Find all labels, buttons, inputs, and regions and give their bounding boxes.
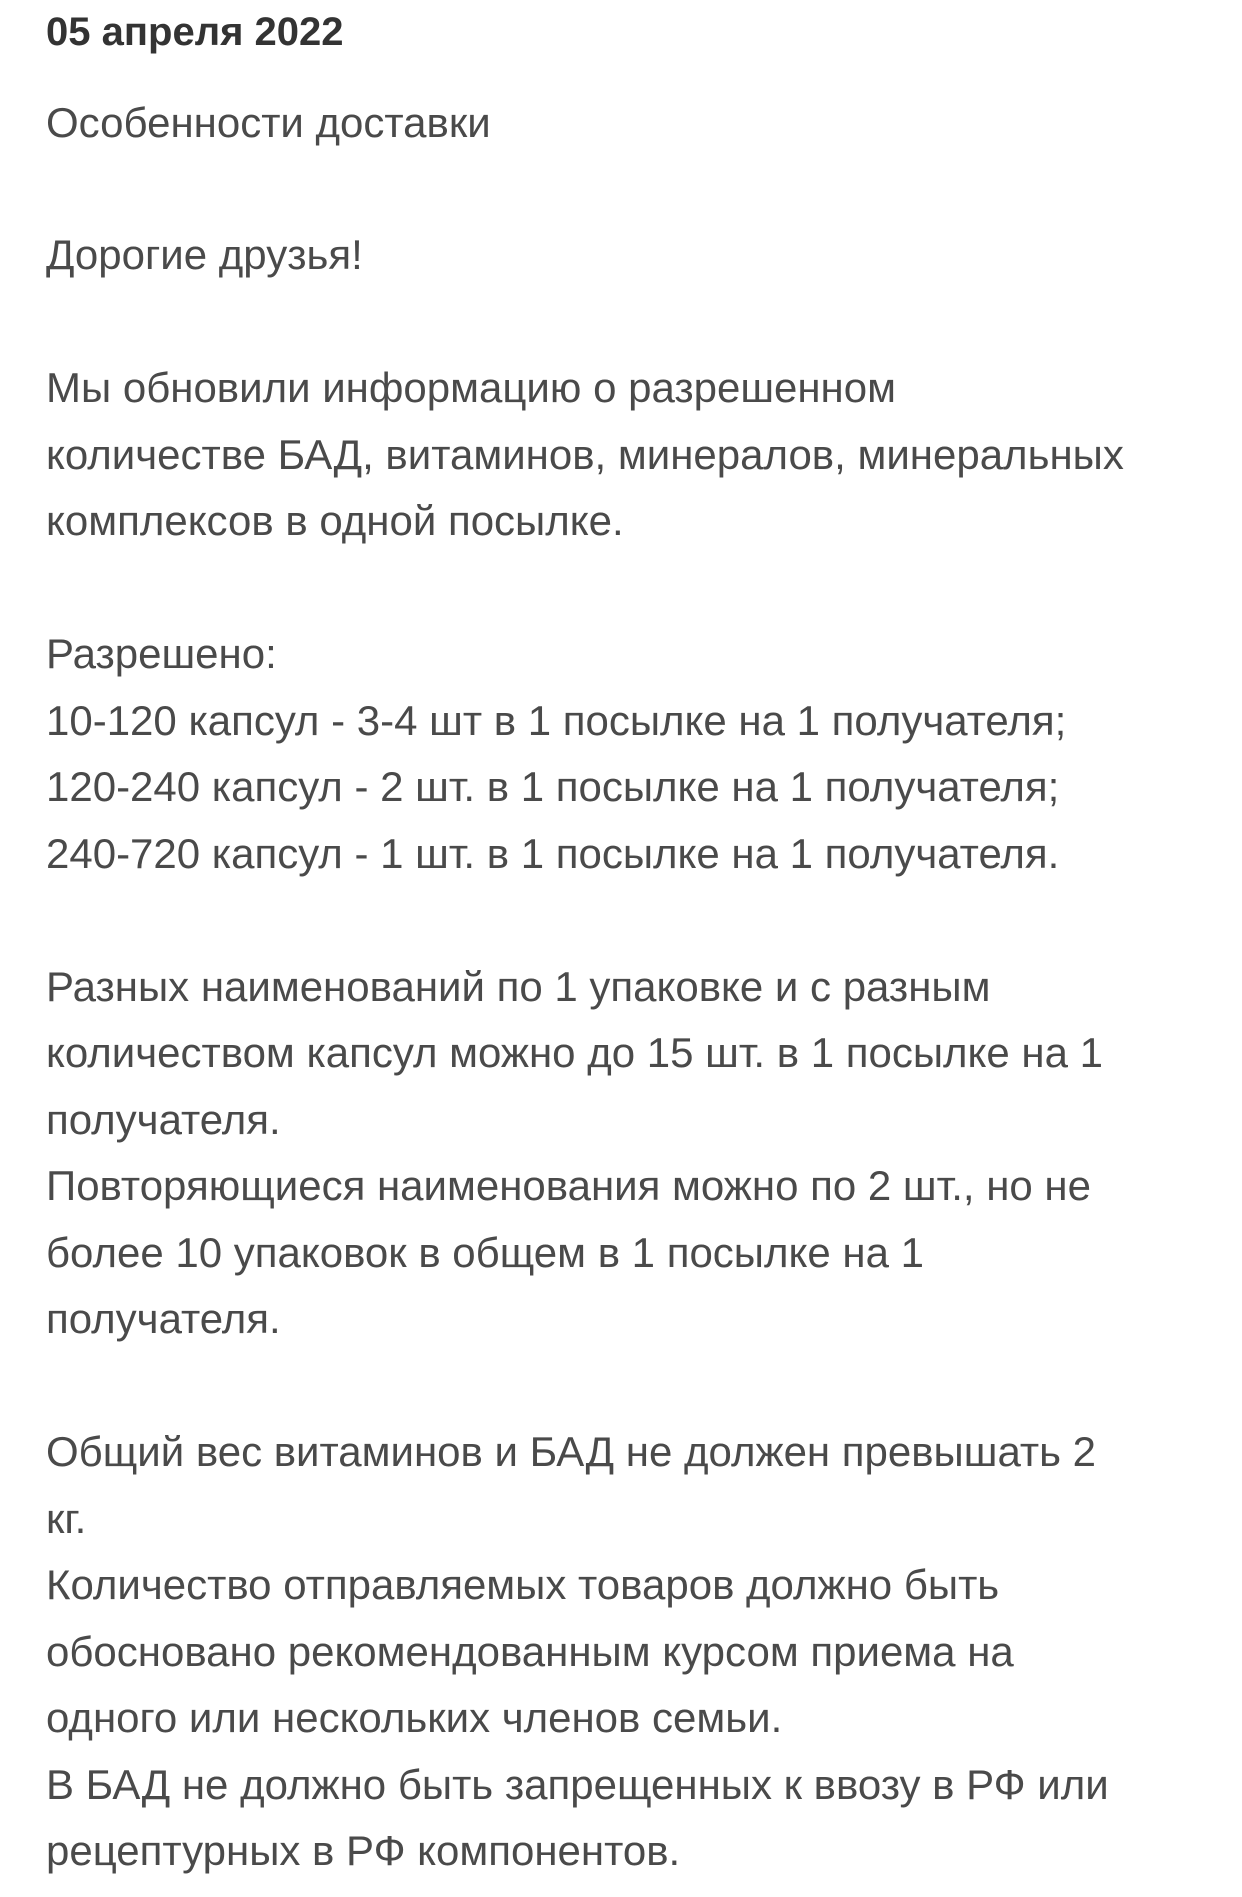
text-line: Повторяющиеся наименования можно по 2 шт., но не xyxy=(46,1162,1091,1209)
allowed-paragraph xyxy=(46,621,1206,887)
weight-paragraph xyxy=(46,1419,1206,1885)
paragraph-gap xyxy=(46,289,1206,356)
paragraph-gap xyxy=(46,887,1206,954)
allowed-item: 240-720 капсул - 1 шт. в 1 посылке на 1 получателя. xyxy=(46,829,1060,877)
paragraph-gap xyxy=(46,555,1206,622)
greeting-line: Дорогие друзья! xyxy=(46,231,363,278)
post-body xyxy=(46,222,1206,1885)
text-line: Общий вес витаминов и БАД не должен превышать 2 xyxy=(46,1428,1097,1475)
allowed-item: 120-240 капсул - 2 шт. в 1 посылке на 1 получателя; xyxy=(46,763,1060,810)
text-line: кг. xyxy=(46,1494,87,1542)
text-line: В БАД не должно быть запрещенных к ввозу в РФ или xyxy=(46,1760,1109,1808)
text-line: Разных наименований по 1 упаковке и с разным xyxy=(46,962,991,1010)
allowed-item: 10-120 капсул - 3-4 шт в 1 посылке на 1 получателя; xyxy=(46,696,1067,744)
text-line: количестве БАД, витаминов, минералов, минеральных xyxy=(46,430,1124,478)
text-line: количеством капсул можно до 15 шт. в 1 посылке на 1 xyxy=(46,1029,1103,1076)
text-line: Количество отправляемых товаров должно быть xyxy=(46,1561,1000,1608)
text-line: более 10 упаковок в общем в 1 посылке на 1 xyxy=(46,1228,924,1276)
text-line: получателя. xyxy=(46,1295,281,1342)
text-line: получателя. xyxy=(46,1095,281,1143)
text-line: одного или нескольких членов семьи. xyxy=(46,1694,783,1741)
intro-paragraph xyxy=(46,355,1206,555)
allowed-heading: Разрешено: xyxy=(46,630,277,677)
text-line: рецептурных в РФ компонентов. xyxy=(46,1827,681,1874)
text-line: Мы обновили информацию о разрешенном xyxy=(46,364,896,411)
greeting xyxy=(46,222,1206,289)
text-line: обосновано рекомендованным курсом приема на xyxy=(46,1627,1014,1675)
post-title: Особенности доставки xyxy=(46,99,491,146)
post-date: 05 апреля 2022 xyxy=(46,10,344,54)
paragraph-gap xyxy=(46,1353,1206,1420)
names-paragraph xyxy=(46,954,1206,1353)
text-line: комплексов в одной посылке. xyxy=(46,497,624,544)
